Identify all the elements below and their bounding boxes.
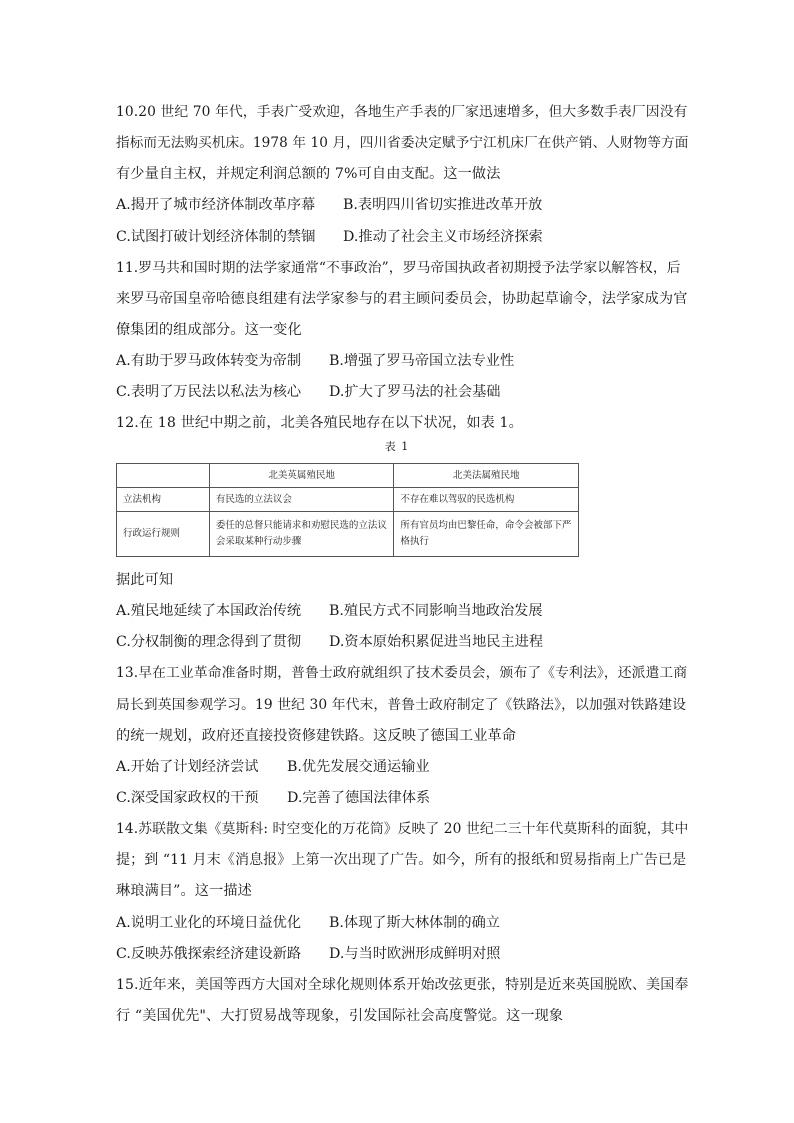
table-row (117, 512, 579, 557)
q13-option-b: B.优先发展交通运输业 (287, 759, 430, 775)
q15-line-2: 行 “美国优先"、大打贸易战等现象，引发国际社会高度警觉。这一现象 (116, 1008, 564, 1024)
table-row (117, 488, 579, 512)
q14-line-2: 提；到 “11 月末《消息报》上第一次出现了广告。如今，所有的报纸和贸易指南上广告已是 (116, 852, 687, 868)
table-caption: 表 1 (384, 440, 410, 453)
q13-option-a: A.开始了计划经济尝试 (116, 759, 259, 775)
q14-line-1: 14.苏联散文集《莫斯科: 时空变化的万花筒》反映了 20 世纪二三十年代莫斯科的面貌，其中 (116, 821, 689, 837)
q12-option-a: A.殖民地延续了本国政治传统 (116, 603, 302, 619)
table-cell: 所有官员均由巴黎任命，命令会被部下严格执行 (394, 512, 579, 557)
q13-option-c: C.深受国家政权的干预 (116, 790, 259, 806)
table-header-cell (117, 464, 210, 488)
q11-line-2: 来罗马帝国皇帝哈德良组建有法学家参与的君主顾问委员会，协助起草谕令，法学家成为官 (116, 291, 688, 307)
q11-option-b: B.增强了罗马帝国立法专业性 (329, 353, 515, 369)
q12-after-text: 据此可知 (116, 572, 174, 588)
table-cell: 不存在难以驾驭的民选机构 (394, 488, 579, 512)
q10-option-b: B.表明四川省切实推进改革开放 (343, 197, 543, 213)
table-header-cell: 北美法属殖民地 (394, 464, 579, 488)
q12-option-b: B.殖民方式不同影响当地政治发展 (329, 603, 543, 619)
q10-line-1: 10.20 世纪 70 年代，手表广受欢迎，各地生产手表的厂家迅速增多，但大多数手表厂因没有 (116, 104, 688, 120)
table-cell: 行政运行规则 (117, 512, 210, 557)
q13-line-1: 13.早在工业革命准备时期，普鲁士政府就组织了技术委员会，颁布了《专利法》，还派遣工商 (116, 665, 688, 681)
q13-option-d: D.完善了德国法律体系 (287, 790, 431, 806)
table-cell: 委任的总督只能请求和劝慰民选的立法议会采取某种行动步骤 (209, 512, 394, 557)
q11-option-d: D.扩大了罗马法的社会基础 (329, 384, 501, 400)
q11-option-a: A.有助于罗马政体转变为帝制 (116, 353, 302, 369)
q10-option-d: D.推动了社会主义市场经济探索 (343, 229, 543, 245)
q10-line-3: 有少量自主权，并规定利润总额的 7%可自由支配。这一做法 (116, 166, 501, 182)
q12-option-c: C.分权制衡的理念得到了贯彻 (116, 634, 302, 650)
q14-option-a: A.说明工业化的环境日益优化 (116, 915, 302, 931)
q14-line-3: 琳琅满目”。这一描述 (116, 883, 252, 899)
q10-option-c: C.试图打破计划经济体制的禁锢 (116, 229, 316, 245)
q12-option-d: D.资本原始积累促进当地民主进程 (329, 634, 544, 650)
q14-option-c: C.反映苏俄探索经济建设新路 (116, 946, 302, 962)
q12-line-1: 12.在 18 世纪中期之前，北美各殖民地存在以下状况，如表 1。 (116, 415, 523, 431)
table-cell: 有民选的立法议会 (209, 488, 394, 512)
q10-line-2: 指标而无法购买机床。1978 年 10 月，四川省委决定赋予宁江机床厂在供产销、人财物等方面 (116, 135, 689, 151)
colony-comparison-table (116, 463, 579, 557)
table-cell: 立法机构 (117, 488, 210, 512)
q11-line-1: 11.罗马共和国时期的法学家通常“不事政治”，罗马帝国执政者初期授予法学家以解答权，后 (116, 260, 681, 276)
table-header-cell: 北美英属殖民地 (209, 464, 394, 488)
q10-option-a: A.揭开了城市经济体制改革序幕 (116, 197, 316, 213)
q14-option-b: B.体现了斯大林体制的确立 (329, 915, 500, 931)
q15-line-1: 15.近年来，美国等西方大国对全球化规则体系开始改弦更张，特别是近来英国脱欧、美国奉 (116, 977, 689, 993)
q14-option-d: D.与当时欧洲形成鲜明对照 (329, 946, 501, 962)
q13-line-3: 的统一规划，政府还直接投资修建铁路。这反映了德国工业革命 (116, 728, 517, 744)
table-header-row (117, 464, 579, 488)
q11-option-c: C.表明了万民法以私法为核心 (116, 384, 302, 400)
q11-line-3: 僚集团的组成部分。这一变化 (116, 322, 302, 338)
q13-line-2: 局长到英国参观学习。19 世纪 30 年代末，普鲁士政府制定了《铁路法》，以加强对铁路建设 (116, 697, 687, 713)
